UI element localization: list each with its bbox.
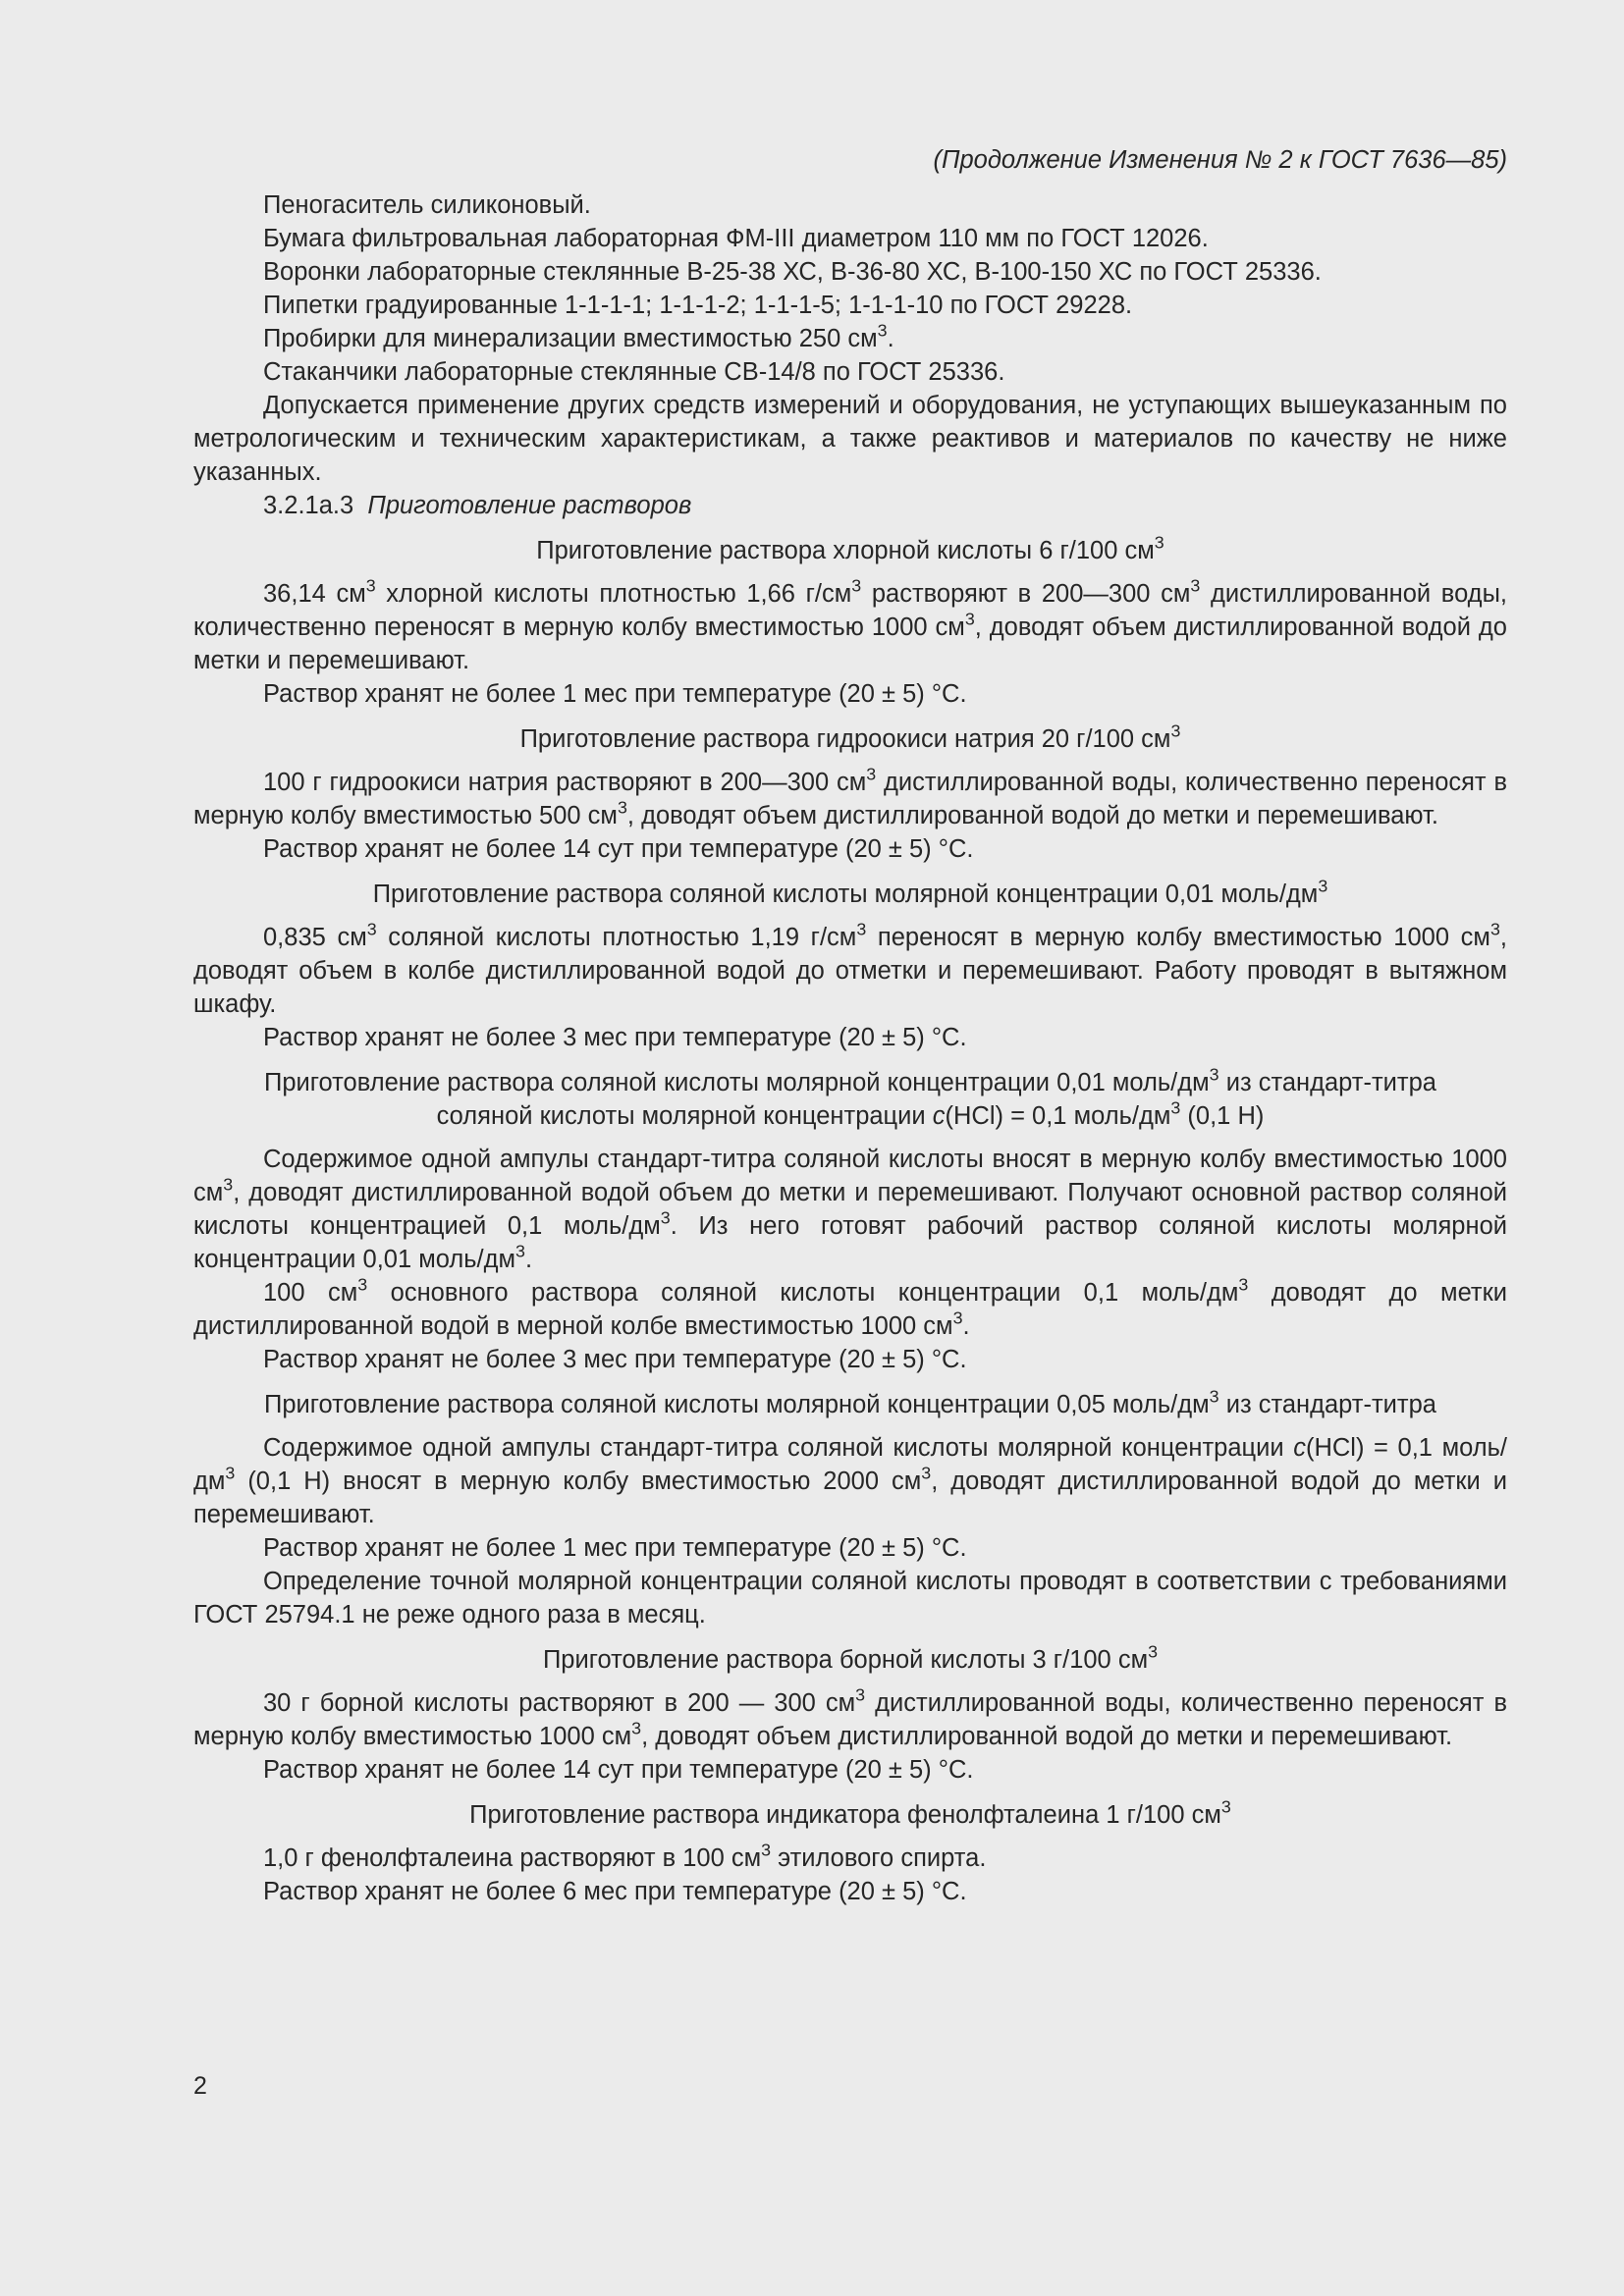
- running-header: (Продолжение Изменения № 2 к ГОСТ 7636—85): [933, 146, 1507, 174]
- paragraph: 36,14 $см^3$ хлорной кислоты плотностью 1,66 $г/см^3$ растворяют в 200—300 $см^3$ дистиллированной воды, количественно переносят в мерную колбу вместимостью 1000 $см^3$, доводят объем дистиллированной водой до метки и перемешивают.: [193, 575, 1507, 674]
- list-item: Пеногаситель силиконовый.: [263, 191, 591, 219]
- subsection-heading: Приготовление раствора хлорной кислоты 6 г/100 $см^3$: [536, 532, 1164, 564]
- subsection-heading: Приготовление раствора гидроокиси натрия 20 г/100 $см^3$: [519, 721, 1181, 753]
- list-item: Воронки лабораторные стеклянные В-25-38 ХС, В-36-80 ХС, В-100-150 ХС по ГОСТ 25336.: [263, 258, 1322, 286]
- storage-note: Раствор хранят не более 1 мес при температуре (20 ± 5) °С.: [263, 680, 967, 708]
- paragraph: Определение точной молярной концентрации соляной кислоты проводят в соответствии с требованиями ГОСТ 25794.1 не реже одного раза в месяц.: [193, 1568, 1507, 1629]
- subsection-heading: Приготовление раствора соляной кислоты молярной концентрации 0,01 моль/$дм^3$: [372, 876, 1328, 908]
- subsection-heading: Приготовление раствора соляной кислоты молярной концентрации 0,05 моль/$дм^3$ из стандарт-титра: [264, 1386, 1436, 1418]
- paragraph: 1,0 г фенолфталеина растворяют в 100 $см^3$ этилового спирта.: [263, 1840, 987, 1872]
- paragraph: Допускается применение других средств измерений и оборудования, не уступающих вышеуказанным по метрологическим и техническим характеристикам, а также реактивов и материалов по качеству не ниже указанных.: [193, 392, 1507, 486]
- subsection-heading: Приготовление раствора соляной кислоты молярной концентрации 0,01 моль/$дм^3$ из стандарт-титра соляной кислоты молярной концентрации с(HCl) = 0,1 моль/$дм^3$ (0,1 Н): [264, 1064, 1436, 1130]
- page-content: [193, 143, 1507, 1908]
- paragraph: Содержимое одной ампулы стандарт-титра соляной кислоты молярной концентрации с(HCl) = 0,1 моль/$дм^3$ (0,1 Н) вносят в мерную колбу вместимостью 2000 $см^3$, доводят дистиллированной водой до метки и перемешивают.: [193, 1434, 1507, 1528]
- subsection-heading: Приготовление раствора индикатора фенолфталеина 1 г/100 $см^3$: [469, 1796, 1231, 1829]
- storage-note: Раствор хранят не более 14 сут при температуре (20 ± 5) °С.: [263, 835, 974, 863]
- paragraph: Содержимое одной ампулы стандарт-титра соляной кислоты вносят в мерную колбу вместимостью 1000 $см^3$, доводят дистиллированной водой объем до метки и перемешивают. Получают основной раствор соляной кислоты концентрацией 0,1 моль/$дм^3$. Из него готовят рабочий раствор соляной кислоты молярной концентрации 0,01 моль/$дм^3$.: [193, 1146, 1507, 1273]
- storage-note: Раствор хранят не более 14 сут при температуре (20 ± 5) °С.: [263, 1756, 974, 1784]
- paragraph: 30 г борной кислоты растворяют в 200 — 300 $см^3$ дистиллированной воды, количественно переносят в мерную колбу вместимостью 1000 $см^3$, доводят объем дистиллированной водой до метки и перемешивают.: [193, 1684, 1507, 1750]
- list-item: Бумага фильтровальная лабораторная ФМ-III диаметром 110 мм по ГОСТ 12026.: [263, 225, 1209, 252]
- list-item: Пробирки для минерализации вместимостью 250 $см^3$.: [263, 320, 894, 352]
- subsection-heading: Приготовление раствора борной кислоты 3 г/100 $см^3$: [542, 1641, 1159, 1674]
- paragraph: 100 г гидроокиси натрия растворяют в 200—300 $см^3$ дистиллированной воды, количественно переносят в мерную колбу вместимостью 500 $см^3$, доводят объем дистиллированной водой до метки и перемешивают.: [193, 764, 1507, 829]
- paragraph: 0,835 $см^3$ соляной кислоты плотностью 1,19 $г/см^3$ переносят в мерную колбу вместимостью 1000 $см^3$, доводят объем в колбе дистиллированной водой до отметки и перемешивают. Работу проводят в вытяжном шкафу.: [193, 919, 1507, 1018]
- storage-note: Раствор хранят не более 1 мес при температуре (20 ± 5) °С.: [263, 1534, 967, 1562]
- page-number: 2: [193, 2072, 207, 2100]
- storage-note: Раствор хранят не более 3 мес при температуре (20 ± 5) °С.: [263, 1346, 967, 1373]
- section-heading: 3.2.1а.3 Приготовление растворов: [263, 492, 692, 519]
- list-item: Пипетки градуированные 1-1-1-1; 1-1-1-2; 1-1-1-5; 1-1-1-10 по ГОСТ 29228.: [263, 292, 1133, 319]
- storage-note: Раствор хранят не более 3 мес при температуре (20 ± 5) °С.: [263, 1024, 967, 1051]
- storage-note: Раствор хранят не более 6 мес при температуре (20 ± 5) °С.: [263, 1878, 967, 1905]
- paragraph: 100 $см^3$ основного раствора соляной кислоты концентрации 0,1 моль/$дм^3$ доводят до метки дистиллированной водой в мерной колбе вместимостью 1000 $см^3$.: [193, 1274, 1507, 1340]
- list-item: Стаканчики лабораторные стеклянные СВ-14/8 по ГОСТ 25336.: [263, 358, 1005, 386]
